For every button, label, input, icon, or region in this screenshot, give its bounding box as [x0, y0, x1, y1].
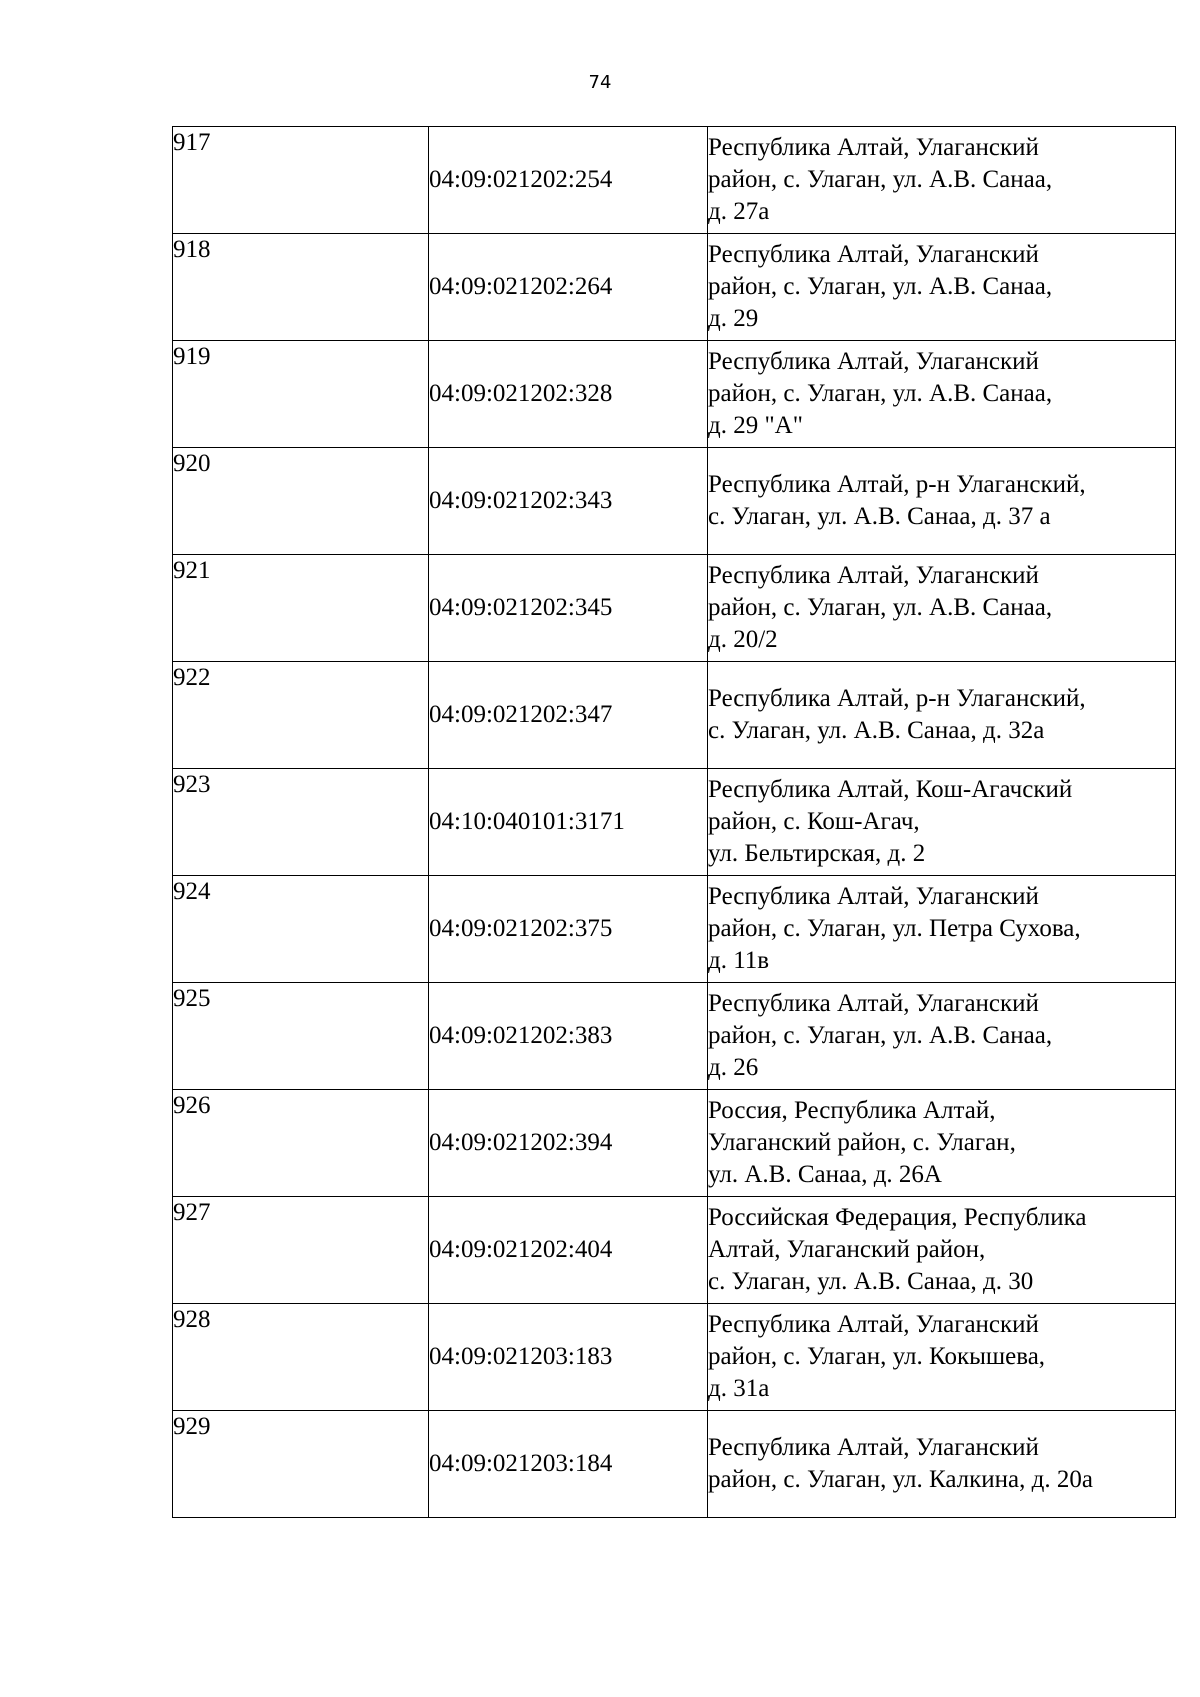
table-row: [173, 769, 1176, 876]
row-number-cell: 918: [173, 234, 429, 341]
address-line: Республика Алтай, р-н Улаганский,: [708, 471, 1086, 498]
address-line: район, с. Улаган, ул. А.В. Санаа,: [708, 380, 1053, 407]
address-line: д. 31а: [708, 1375, 770, 1402]
address-cell: [708, 983, 1176, 1090]
address-line: район, с. Улаган, ул. Калкина, д. 20а: [708, 1466, 1093, 1493]
table-row: [173, 1090, 1176, 1197]
address-cell: [708, 1411, 1176, 1518]
address-line: Республика Алтай, Улаганский: [708, 883, 1039, 910]
address-line: район, с. Кош-Агач,: [708, 808, 920, 835]
address-line: д. 26: [708, 1054, 759, 1081]
address-line: д. 20/2: [708, 626, 778, 653]
address-line: д. 11в: [708, 947, 770, 974]
row-number-cell: 917: [173, 127, 429, 234]
address-cell: [708, 1197, 1176, 1304]
cadastral-number-cell: 04:09:021203:183: [429, 1304, 708, 1411]
row-number-cell: 923: [173, 769, 429, 876]
address-line: с. Улаган, ул. А.В. Санаа, д. 37 а: [708, 503, 1051, 530]
address-cell: [708, 1304, 1176, 1411]
address-line: д. 27а: [708, 198, 770, 225]
table-row: [173, 983, 1176, 1090]
table-row: [173, 448, 1176, 555]
cadastral-number-cell: 04:09:021202:328: [429, 341, 708, 448]
row-number-cell: 926: [173, 1090, 429, 1197]
cadastral-number-cell: 04:09:021202:264: [429, 234, 708, 341]
address-line: с. Улаган, ул. А.В. Санаа, д. 30: [708, 1268, 1034, 1295]
address-line: Алтай, Улаганский район,: [708, 1236, 986, 1263]
address-line: с. Улаган, ул. А.В. Санаа, д. 32а: [708, 717, 1045, 744]
table-row: [173, 1304, 1176, 1411]
address-line: Республика Алтай, Улаганский: [708, 1434, 1039, 1461]
table-row: [173, 341, 1176, 448]
table-row: [173, 127, 1176, 234]
address-line: Россия, Республика Алтай,: [708, 1097, 996, 1124]
address-line: ул. Бельтирская, д. 2: [708, 840, 926, 867]
address-line: Российская Федерация, Республика: [708, 1204, 1087, 1231]
row-number-cell: 919: [173, 341, 429, 448]
address-cell: [708, 127, 1176, 234]
address-cell: [708, 876, 1176, 983]
address-cell: [708, 555, 1176, 662]
cadastral-number-cell: 04:09:021202:345: [429, 555, 708, 662]
address-line: Республика Алтай, Улаганский: [708, 348, 1039, 375]
address-line: район, с. Улаган, ул. Кокышева,: [708, 1343, 1046, 1370]
address-line: район, с. Улаган, ул. А.В. Санаа,: [708, 273, 1053, 300]
address-line: д. 29 "А": [708, 412, 803, 439]
address-cell: [708, 1090, 1176, 1197]
cadastral-number-cell: 04:09:021202:347: [429, 662, 708, 769]
address-line: Республика Алтай, Улаганский: [708, 241, 1039, 268]
row-number-cell: 927: [173, 1197, 429, 1304]
address-line: Улаганский район, с. Улаган,: [708, 1129, 1016, 1156]
row-number-cell: 929: [173, 1411, 429, 1518]
row-number-cell: 928: [173, 1304, 429, 1411]
cadastral-number-cell: 04:09:021202:254: [429, 127, 708, 234]
address-line: район, с. Улаган, ул. А.В. Санаа,: [708, 1022, 1053, 1049]
address-line: Республика Алтай, Кош-Агачский: [708, 776, 1073, 803]
address-line: Республика Алтай, р-н Улаганский,: [708, 685, 1086, 712]
address-cell: [708, 662, 1176, 769]
table-row: [173, 234, 1176, 341]
address-line: Республика Алтай, Улаганский: [708, 990, 1039, 1017]
cadastral-number-cell: 04:09:021202:375: [429, 876, 708, 983]
property-table: [172, 126, 1176, 1518]
property-table-body: [173, 127, 1176, 1518]
cadastral-number-cell: 04:10:040101:3171: [429, 769, 708, 876]
address-line: д. 29: [708, 305, 759, 332]
table-row: [173, 876, 1176, 983]
row-number-cell: 922: [173, 662, 429, 769]
row-number-cell: 920: [173, 448, 429, 555]
address-cell: [708, 341, 1176, 448]
address-line: район, с. Улаган, ул. А.В. Санаа,: [708, 594, 1053, 621]
address-line: район, с. Улаган, ул. Петра Сухова,: [708, 915, 1081, 942]
address-line: Республика Алтай, Улаганский: [708, 134, 1039, 161]
table-row: [173, 555, 1176, 662]
row-number-cell: 924: [173, 876, 429, 983]
cadastral-number-cell: 04:09:021202:404: [429, 1197, 708, 1304]
table-row: [173, 1197, 1176, 1304]
row-number-cell: 921: [173, 555, 429, 662]
cadastral-number-cell: 04:09:021202:394: [429, 1090, 708, 1197]
address-cell: [708, 234, 1176, 341]
cadastral-number-cell: 04:09:021203:184: [429, 1411, 708, 1518]
address-line: ул. А.В. Санаа, д. 26А: [708, 1161, 942, 1188]
table-row: [173, 662, 1176, 769]
address-line: Республика Алтай, Улаганский: [708, 1311, 1039, 1338]
address-line: район, с. Улаган, ул. А.В. Санаа,: [708, 166, 1053, 193]
table-row: [173, 1411, 1176, 1518]
address-cell: [708, 448, 1176, 555]
cadastral-number-cell: 04:09:021202:383: [429, 983, 708, 1090]
address-cell: [708, 769, 1176, 876]
cadastral-number-cell: 04:09:021202:343: [429, 448, 708, 555]
address-line: Республика Алтай, Улаганский: [708, 562, 1039, 589]
page-number: 74: [588, 72, 612, 93]
row-number-cell: 925: [173, 983, 429, 1090]
